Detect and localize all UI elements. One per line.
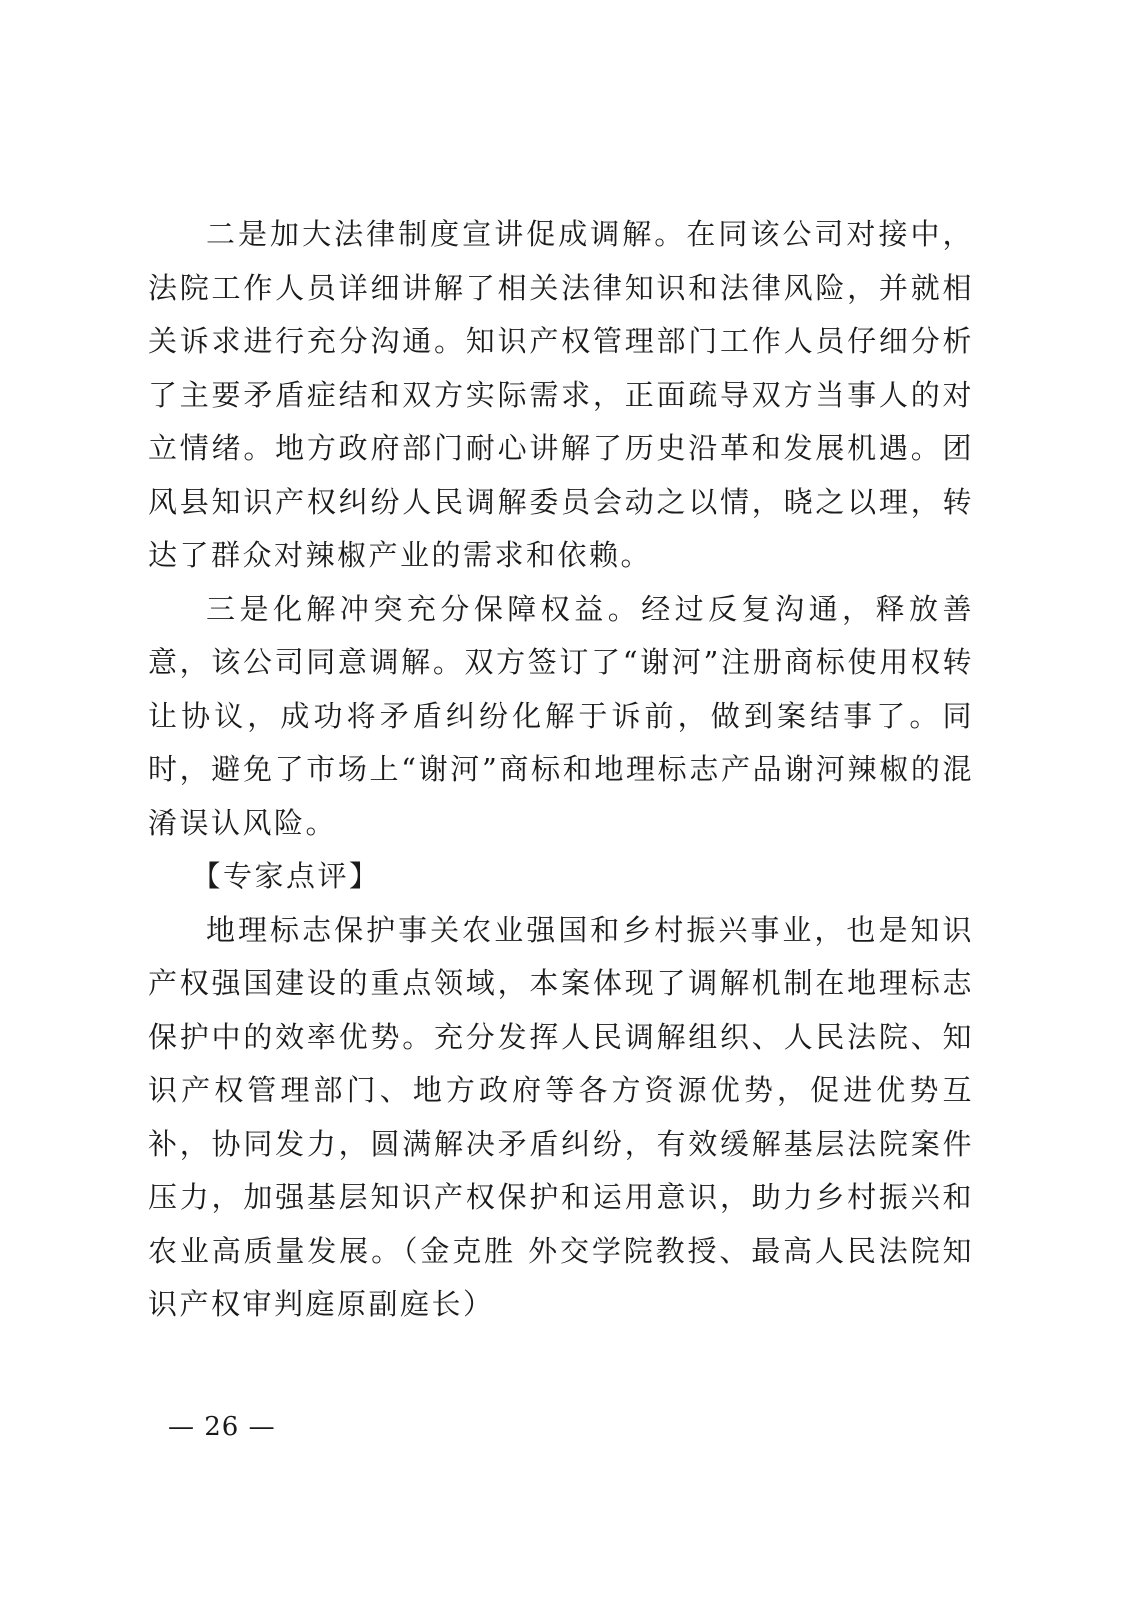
document-body [148, 208, 974, 1332]
expert-review-heading: 【专家点评】 [191, 859, 381, 893]
page-number: — 26 — [168, 1412, 276, 1442]
paragraph-rights-protection: 三是化解冲突充分保障权益。经过反复沟通，释放善意，该公司同意调解。双方签订了“谢河”注册商标使用权转让协议，成功将矛盾纠纷化解于诉前，做到案结事了。同时，避免了市场上“谢河”商标和地理标志产品谢河辣椒的混淆误认风险。 [148, 591, 974, 840]
paragraph-mediation-promotion: 二是加大法律制度宣讲促成调解。在同该公司对接中，法院工作人员详细讲解了相关法律知识和法律风险，并就相关诉求进行充分沟通。知识产权管理部门工作人员仔细分析了主要矛盾症结和双方实际需求，正面疏导双方当事人的对立情绪。地方政府部门耐心讲解了历史沿革和发展机遇。团风县知识产权纠纷人民调解委员会动之以情，晓之以理，转达了群众对辣椒产业的需求和依赖。 [148, 217, 974, 572]
paragraph-expert-review: 地理标志保护事关农业强国和乡村振兴事业，也是知识产权强国建设的重点领域，本案体现了调解机制在地理标志保护中的效率优势。充分发挥人民调解组织、人民法院、知识产权管理部门、地方政府等各方资源优势，促进优势互补，协同发力，圆满解决矛盾纠纷，有效缓解基层法院案件压力，加强基层知识产权保护和运用意识，助力乡村振兴和农业高质量发展。（金克胜 外交学院教授、最高人民法院知识产权审判庭原副庭长） [148, 912, 974, 1321]
